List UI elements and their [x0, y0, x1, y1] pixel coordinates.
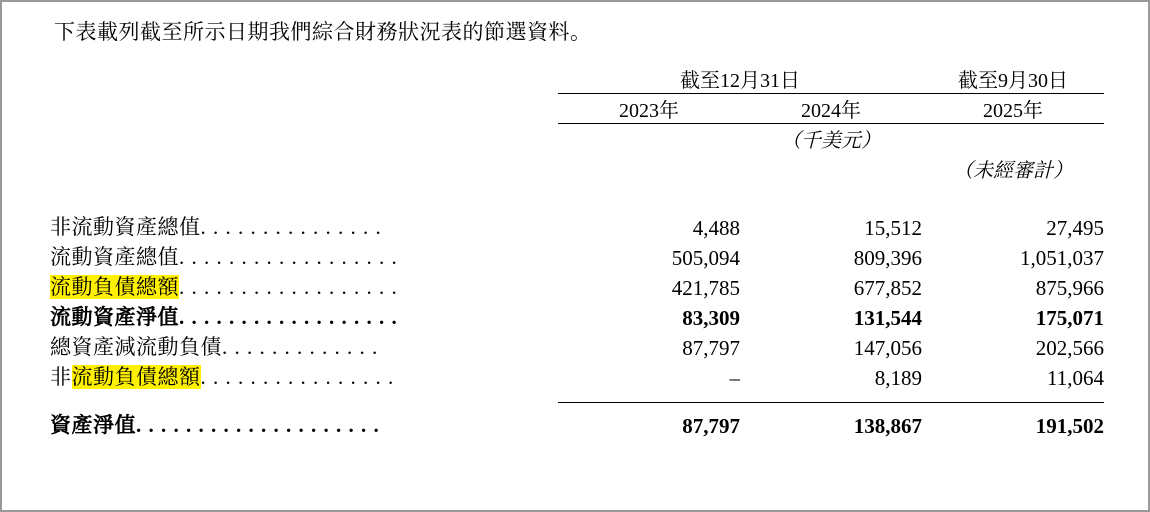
- row-leaders: . . . . . . . . . . . . .: [222, 335, 379, 359]
- header-unaudited-blank-2: [740, 153, 922, 183]
- header-year-2023: 2023年: [558, 94, 740, 124]
- row-value-2024: 131,544: [853, 306, 922, 330]
- row-leaders: . . . . . . . . . . . . . . . . . .: [179, 245, 398, 269]
- row-label-text: 非流動資產總值: [50, 215, 201, 239]
- total-value-2023: 87,797: [682, 414, 740, 438]
- row-label-total-assets-less-current-liabilities: [50, 331, 558, 361]
- table-row: [50, 361, 1104, 391]
- header-unit-blank-2: [922, 124, 1104, 154]
- row-leaders: . . . . . . . . . . . . . . . . . .: [179, 275, 398, 299]
- header-group-september: 截至9月30日: [922, 64, 1104, 94]
- table-row: [50, 331, 1104, 361]
- row-leaders: . . . . . . . . . . . . . . . . . . . .: [136, 413, 380, 437]
- header-unaudited-row: [50, 153, 1104, 183]
- table-row: [50, 301, 1104, 331]
- row-label-prefix: 非: [50, 365, 72, 389]
- row-label-text-highlighted: 流動負債總額: [71, 365, 201, 389]
- row-value-2023: –: [729, 366, 740, 390]
- row-value-2023: 505,094: [671, 246, 740, 270]
- total-value-2025: 191,502: [1035, 414, 1104, 438]
- table-row: [50, 271, 1104, 301]
- row-value-2023: 83,309: [682, 306, 740, 330]
- header-year-2025: 2025年: [922, 94, 1104, 124]
- row-value-2025: 175,071: [1035, 306, 1104, 330]
- header-unit-row: [50, 124, 1104, 154]
- row-label-text-highlighted: 流動負債總額: [50, 275, 179, 299]
- header-year-spacer: [50, 94, 558, 124]
- header-unaudited-spacer: [50, 153, 558, 183]
- row-value-2025: 875,966: [1035, 276, 1104, 300]
- row-leaders: . . . . . . . . . . . . . . . . . .: [179, 305, 398, 329]
- row-value-2024: 8,189: [874, 366, 922, 390]
- row-leaders: . . . . . . . . . . . . . . . .: [200, 365, 395, 389]
- row-label-text: 總資產減流動負債: [50, 335, 222, 359]
- row-value-2024: 15,512: [864, 216, 922, 240]
- header-year-2024: 2024年: [740, 94, 922, 124]
- row-label-net-current-assets: [50, 301, 558, 331]
- row-label-current-liabilities: [50, 271, 558, 301]
- header-unit-blank: [558, 124, 740, 154]
- header-unaudited-blank: [558, 153, 740, 183]
- row-value-2023: 4,488: [692, 216, 740, 240]
- row-leaders: . . . . . . . . . . . . . . .: [200, 215, 382, 239]
- pre-total-gap: [50, 391, 1104, 401]
- row-label-text: 流動資產淨值: [50, 305, 179, 329]
- row-value-2024: 677,852: [853, 276, 922, 300]
- row-value-2025: 27,495: [1046, 216, 1104, 240]
- header-unit-spacer: [50, 124, 558, 154]
- header-group-december: 截至12月31日: [558, 64, 922, 94]
- header-unaudited-note: （未經審計）: [953, 160, 1073, 182]
- row-label-noncurrent-assets: [50, 211, 558, 241]
- row-label-net-assets: [50, 409, 558, 439]
- row-value-2025: 202,566: [1035, 336, 1104, 360]
- row-value-2025: 11,064: [1047, 366, 1104, 390]
- row-label-current-assets: [50, 241, 558, 271]
- table-row: [50, 241, 1104, 271]
- row-label-text: 流動資產總值: [50, 245, 179, 269]
- financial-position-table: [50, 64, 1104, 439]
- header-unit-note: （千美元）: [781, 130, 881, 152]
- header-year-row: [50, 94, 1104, 124]
- table-row: [50, 211, 1104, 241]
- table-row-total: [50, 409, 1104, 439]
- header-body-gap: [50, 183, 1104, 211]
- row-label-text: 資產淨值: [50, 413, 136, 437]
- row-value-2023: 87,797: [682, 336, 740, 360]
- row-value-2023: 421,785: [671, 276, 740, 300]
- row-value-2025: 1,051,037: [1020, 246, 1104, 270]
- total-value-2024: 138,867: [853, 414, 922, 438]
- row-value-2024: 147,056: [853, 336, 922, 360]
- header-group-row: [50, 64, 1104, 94]
- header-spacer: [50, 64, 558, 94]
- row-label-noncurrent-liabilities: [50, 361, 558, 391]
- row-value-2024: 809,396: [853, 246, 922, 270]
- intro-paragraph: 下表載列截至所示日期我們綜合財務狀況表的節選資料。: [54, 20, 592, 44]
